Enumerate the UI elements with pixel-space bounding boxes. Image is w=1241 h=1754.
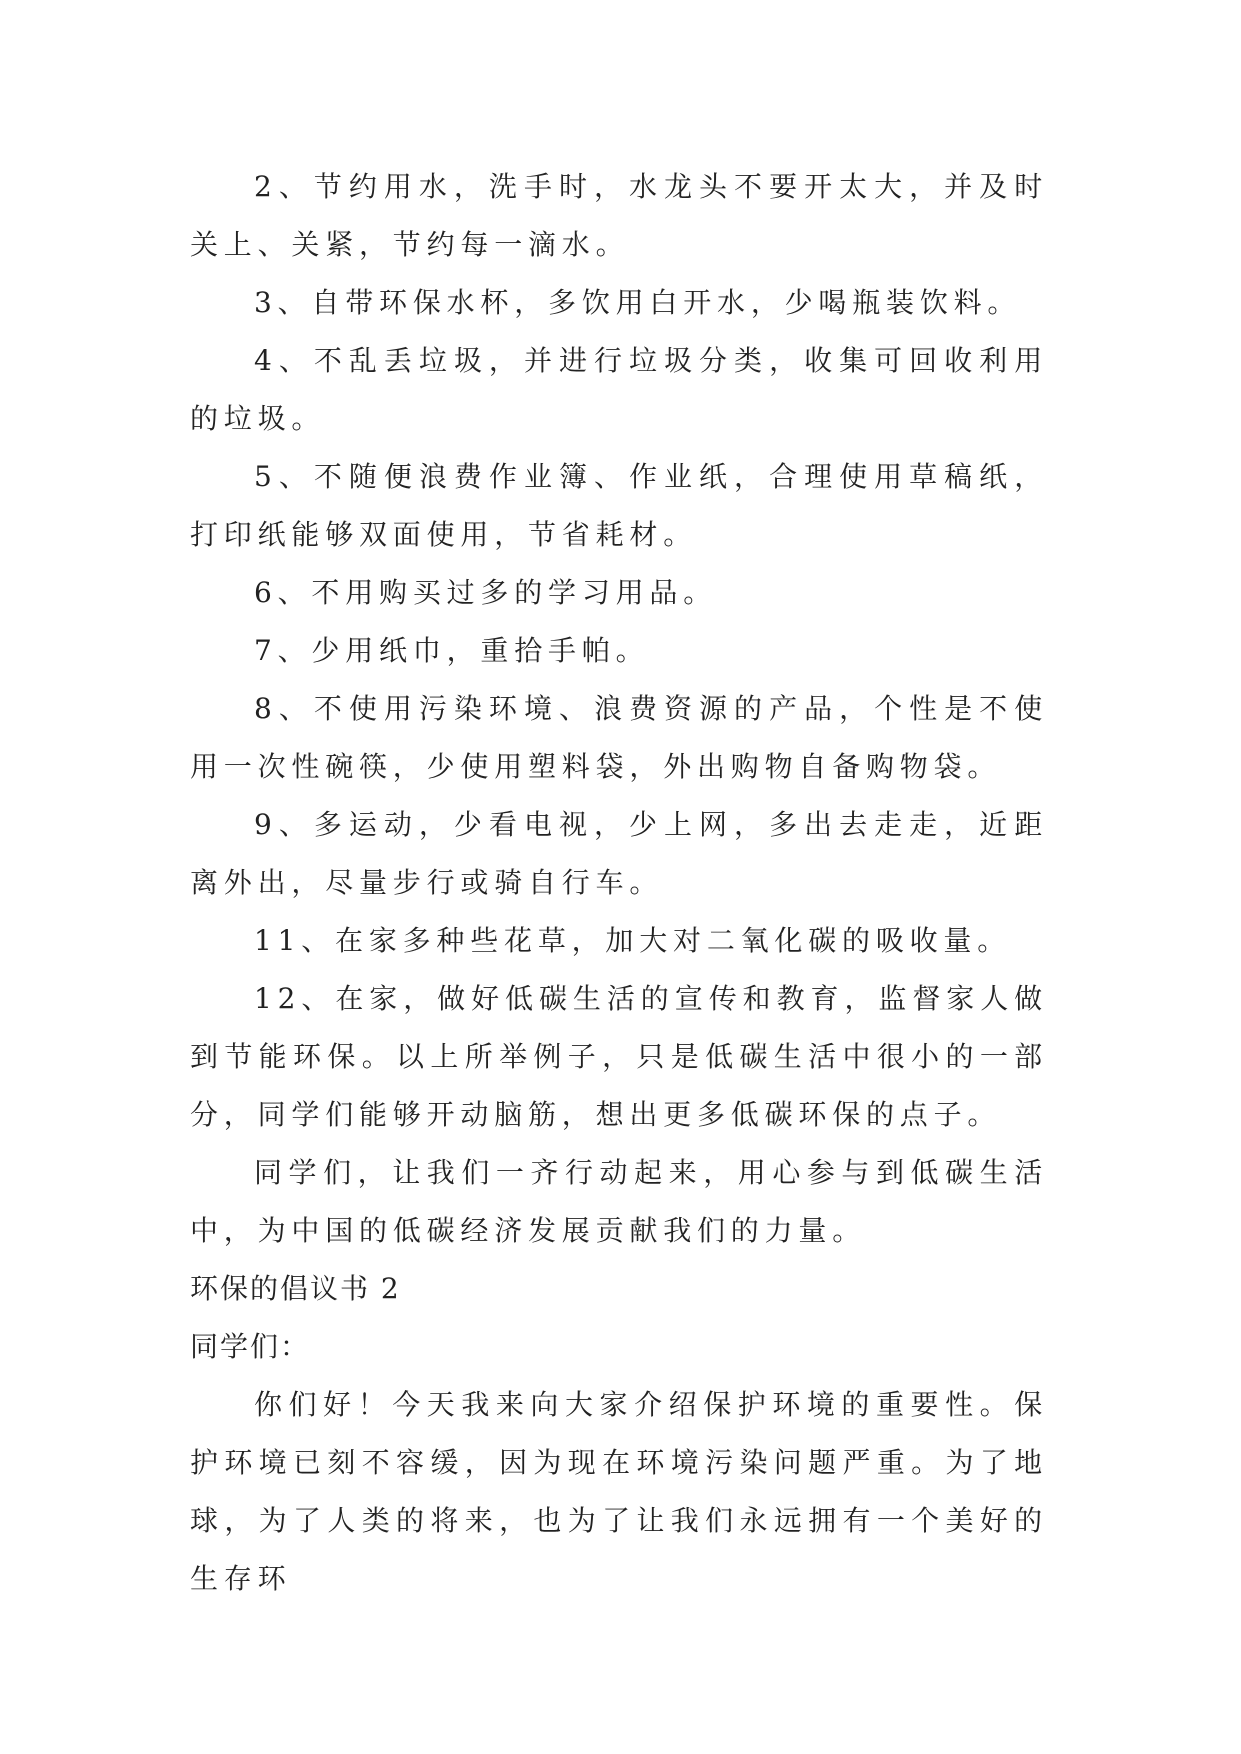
salutation: 同学们：	[190, 1330, 311, 1363]
section-title: 环保的倡议书 2	[190, 1272, 401, 1305]
item-paragraph-2: 2、节约用水，洗手时，水龙头不要开太大，并及时关上、关紧，节约每一滴水。	[190, 170, 1048, 261]
item-paragraph-7: 7、少用纸巾，重拾手帕。	[254, 634, 650, 667]
intro-paragraph: 你们好！今天我来向大家介绍保护环境的重要性。保护环境已刻不容缓，因为现在环境污染问题严重。为了地球，为了人类的将来，也为了让我们永远拥有一个美好的生存环	[190, 1388, 1048, 1595]
item-paragraph-12: 12、在家，做好低碳生活的宣传和教育，监督家人做到节能环保。以上所举例子，只是低碳生活中很小的一部分，同学们能够开动脑筋，想出更多低碳环保的点子。	[190, 982, 1048, 1131]
item-paragraph-3: 3、自带环保水杯，多饮用白开水，少喝瓶装饮料。	[254, 286, 1022, 319]
document-body	[190, 158, 1048, 1608]
closing-paragraph: 同学们，让我们一齐行动起来，用心参与到低碳生活中，为中国的低碳经济发展贡献我们的力量。	[190, 1156, 1048, 1247]
item-paragraph-9: 9、多运动，少看电视，少上网，多出去走走，近距离外出，尽量步行或骑自行车。	[190, 808, 1048, 899]
item-paragraph-11: 11、在家多种些花草，加大对二氧化碳的吸收量。	[254, 924, 1012, 957]
item-paragraph-8: 8、不使用污染环境、浪费资源的产品，个性是不使用一次性碗筷，少使用塑料袋，外出购物自备购物袋。	[190, 692, 1048, 783]
item-paragraph-4: 4、不乱丢垃圾，并进行垃圾分类，收集可回收利用的垃圾。	[190, 344, 1048, 435]
item-paragraph-6: 6、不用购买过多的学习用品。	[254, 576, 718, 609]
item-paragraph-5: 5、不随便浪费作业簿、作业纸，合理使用草稿纸，打印纸能够双面使用，节省耗材。	[190, 460, 1048, 551]
